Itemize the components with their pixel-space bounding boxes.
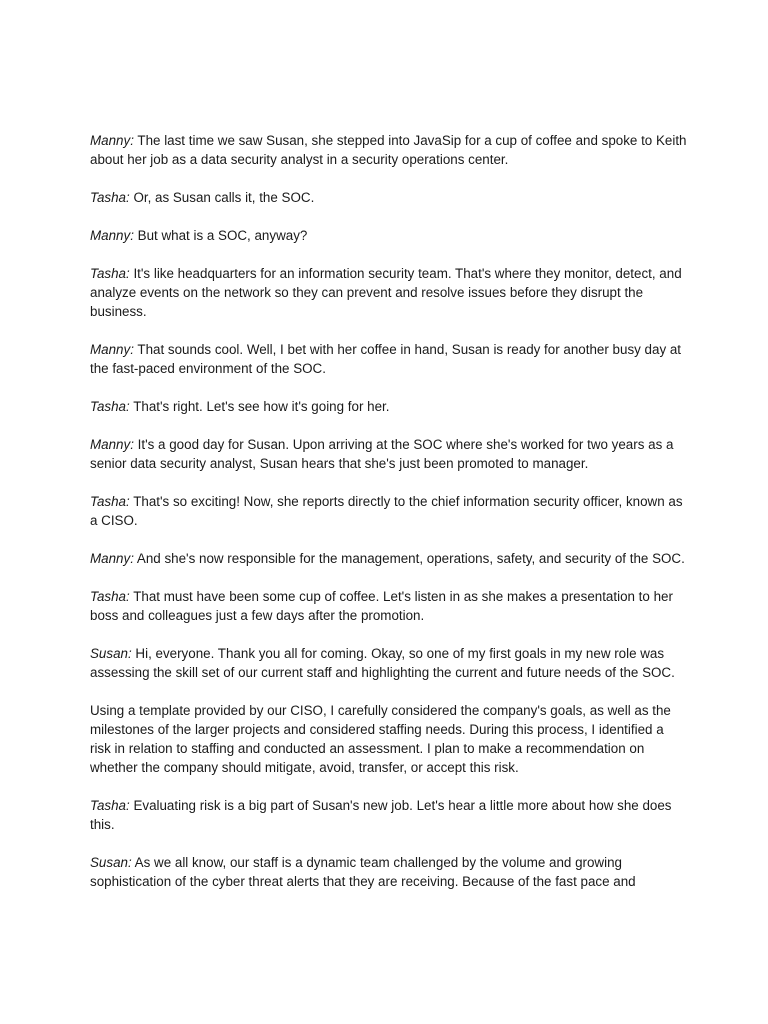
speaker-label: Manny: [90,551,134,566]
document-page [90,131,688,910]
speaker-label: Tasha: [90,399,130,414]
paragraph-text: But what is a SOC, anyway? [133,228,308,243]
paragraph-14 [90,853,688,891]
paragraph-text: Or, as Susan calls it, the SOC. [129,190,315,205]
paragraph-9 [90,549,688,568]
paragraph-8 [90,492,688,530]
paragraph-4 [90,264,688,321]
paragraph-10 [90,587,688,625]
paragraph-text: That's right. Let's see how it's going for her. [129,399,390,414]
speaker-label: Manny: [90,133,134,148]
paragraph-text: Evaluating risk is a big part of Susan's new job. Let's hear a little more about how she does this. [90,798,672,832]
paragraph-text: That must have been some cup of coffee. Let's listen in as she makes a presentation to her boss and colleagues just a few days after the promotion. [90,589,673,623]
paragraph-text: That sounds cool. Well, I bet with her coffee in hand, Susan is ready for another busy day at the fast-paced environment of the SOC. [90,342,682,376]
paragraph-12 [90,701,688,777]
speaker-label: Manny: [90,437,134,452]
paragraph-text: It's a good day for Susan. Upon arriving at the SOC where she's worked for two years as a senior data security analyst, Susan hears that she's just been promoted to manager. [90,437,674,471]
speaker-label: Tasha: [90,494,130,509]
speaker-label: Susan: [90,855,132,870]
paragraph-text: Using a template provided by our CISO, I carefully considered the company's goals, as well as the milestones of the larger projects and considered staffing needs. During this process, I identified a risk in relation to staffing and conducted an assessment. I plan to make a recommendation on whether the company should mitigate, avoid, transfer, or accept this risk. [90,703,671,775]
speaker-label: Tasha: [90,798,130,813]
paragraph-text: It's like headquarters for an information security team. That's where they monitor, detect, and analyze events on the network so they can prevent and resolve issues before they disrupt the business. [90,266,682,319]
speaker-label: Manny: [90,342,134,357]
paragraph-5 [90,340,688,378]
paragraph-text: And she's now responsible for the management, operations, safety, and security of the SOC. [133,551,685,566]
speaker-label: Tasha: [90,190,130,205]
paragraph-text: As we all know, our staff is a dynamic team challenged by the volume and growing sophistication of the cyber threat alerts that they are receiving. Because of the fast pace and [90,855,636,889]
paragraph-1 [90,131,688,169]
paragraph-7 [90,435,688,473]
speaker-label: Manny: [90,228,134,243]
paragraph-2 [90,188,688,207]
speaker-label: Tasha: [90,589,130,604]
paragraph-11 [90,644,688,682]
paragraph-text: Hi, everyone. Thank you all for coming. Okay, so one of my first goals in my new role was assessing the skill set of our current staff and highlighting the current and future needs of the SOC. [90,646,675,680]
paragraph-3 [90,226,688,245]
paragraph-text: That's so exciting! Now, she reports directly to the chief information security officer, known as a CISO. [90,494,683,528]
paragraph-13 [90,796,688,834]
paragraph-text: The last time we saw Susan, she stepped into JavaSip for a cup of coffee and spoke to Keith about her job as a data security analyst in a security operations center. [90,133,687,167]
speaker-label: Tasha: [90,266,130,281]
speaker-label: Susan: [90,646,132,661]
paragraph-6 [90,397,688,416]
